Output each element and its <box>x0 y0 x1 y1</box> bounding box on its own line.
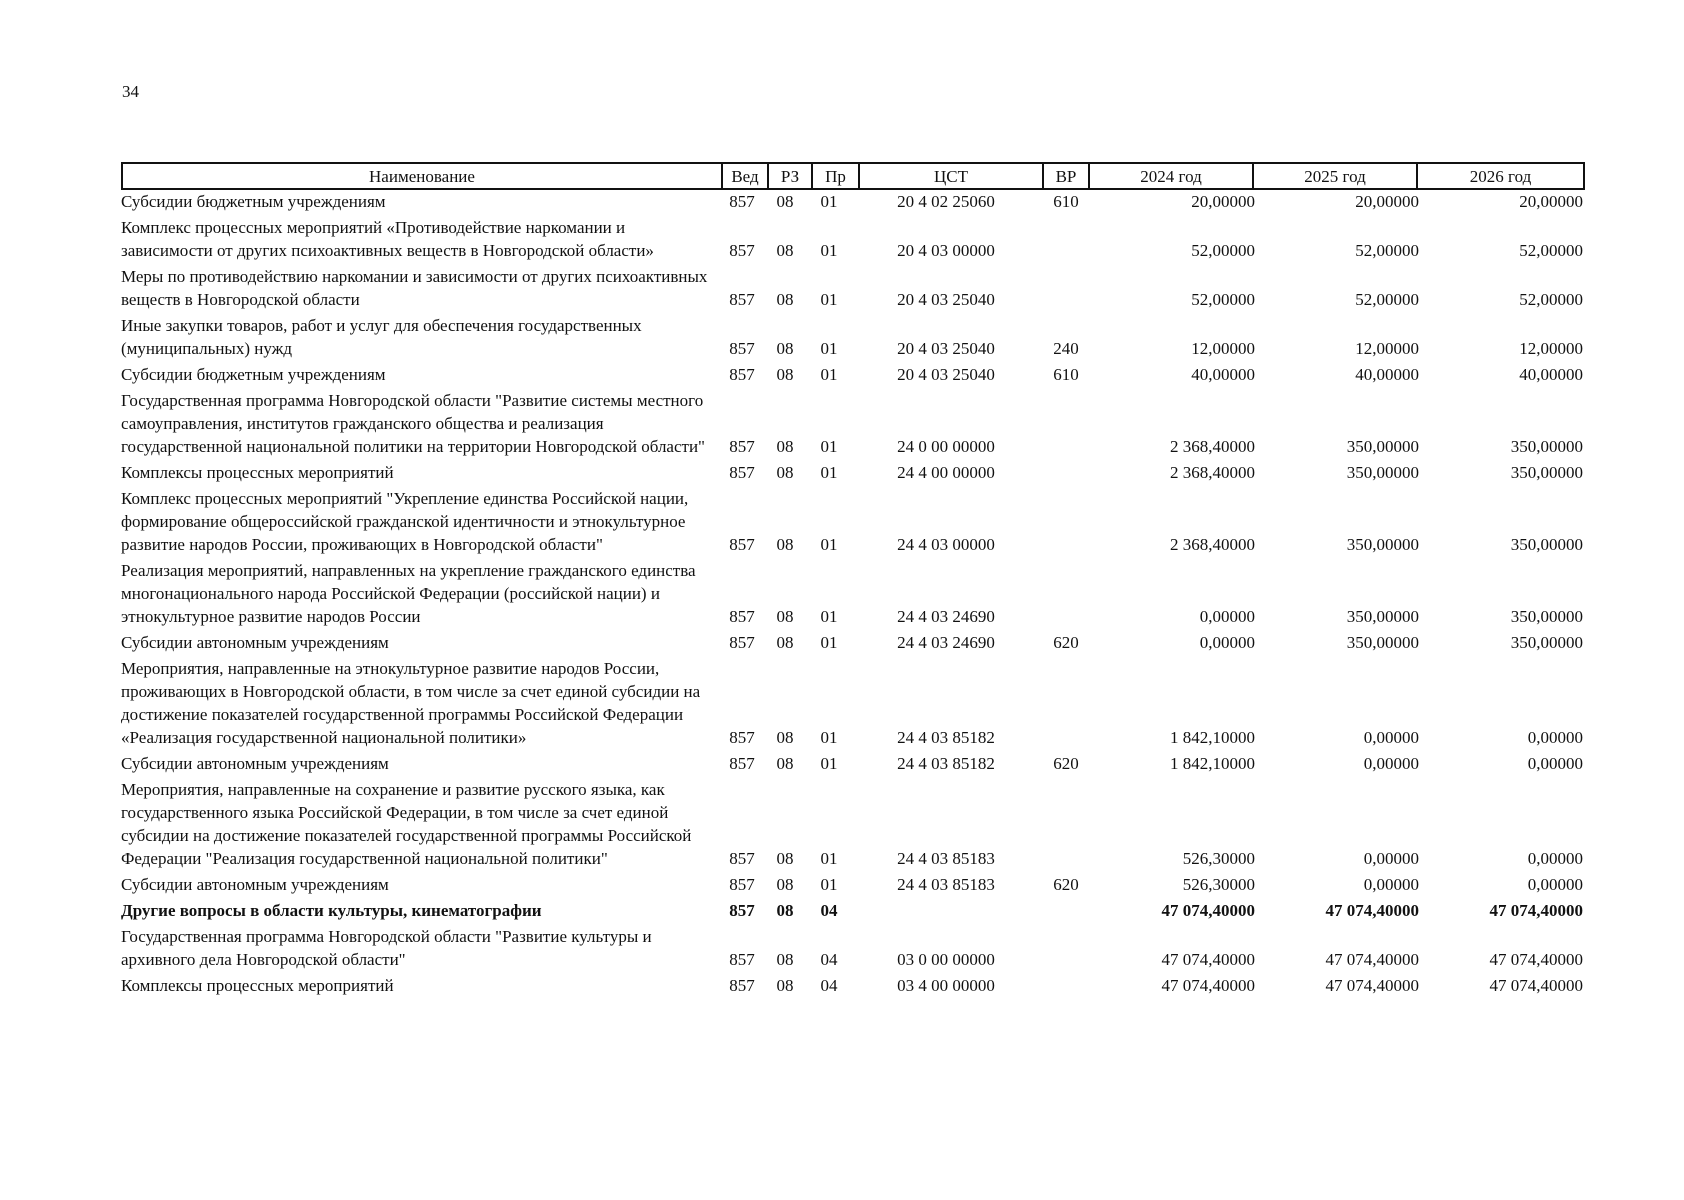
table-row <box>121 752 1585 775</box>
cell-cst <box>851 899 1041 922</box>
header-2026: 2026 год <box>1416 164 1583 188</box>
budget-table <box>121 162 1585 997</box>
cell-2026: 350,00000 <box>1510 633 1583 652</box>
table-body <box>121 190 1585 997</box>
cell-ved: 857 <box>729 437 755 456</box>
cell-ved: 857 <box>729 901 755 920</box>
cell-2024: 2 368,40000 <box>1170 535 1255 554</box>
cell-2024: 20,00000 <box>1191 192 1255 211</box>
cell-2026: 350,00000 <box>1510 535 1583 554</box>
cell-vr <box>1041 487 1091 556</box>
cell-name: Мероприятия, направленные на этнокультурное развитие народов России, проживающих в Новгородской области, в том числе за счет единой субсидии на достижение показателей государственной программы Российской Федерации «Реализация государственной национальной политики» <box>121 659 701 747</box>
cell-pr: 01 <box>820 192 838 211</box>
cell-rz: 08 <box>776 339 794 358</box>
cell-ved: 857 <box>729 241 755 260</box>
cell-vr <box>1041 974 1091 997</box>
table-header <box>121 162 1585 190</box>
cell-cst: 24 4 03 24690 <box>897 633 995 652</box>
cell-cst: 20 4 02 25060 <box>897 192 995 211</box>
table-row <box>121 389 1585 458</box>
table-row <box>121 778 1585 870</box>
header-vr: ВР <box>1042 164 1088 188</box>
cell-2024: 47 074,40000 <box>1161 950 1255 969</box>
table-row <box>121 631 1585 654</box>
page-number: 34 <box>122 82 139 101</box>
cell-vr: 620 <box>1053 633 1079 652</box>
cell-vr: 610 <box>1053 365 1079 384</box>
cell-2024: 52,00000 <box>1191 290 1255 309</box>
cell-rz: 08 <box>776 728 794 747</box>
cell-name: Другие вопросы в области культуры, кинематографии <box>121 901 542 920</box>
cell-cst: 20 4 03 00000 <box>897 241 995 260</box>
cell-vr <box>1041 899 1091 922</box>
cell-2024: 526,30000 <box>1182 875 1255 894</box>
cell-rz: 08 <box>776 437 794 456</box>
cell-2026: 0,00000 <box>1527 849 1583 868</box>
cell-rz: 08 <box>776 607 794 626</box>
table-row <box>121 190 1585 213</box>
cell-2024: 2 368,40000 <box>1170 437 1255 456</box>
cell-cst: 24 4 00 00000 <box>897 463 995 482</box>
cell-cst: 24 4 03 85182 <box>897 754 995 773</box>
cell-rz: 08 <box>776 901 794 920</box>
cell-name: Субсидии бюджетным учреждениям <box>121 365 386 384</box>
table-row <box>121 363 1585 386</box>
cell-ved: 857 <box>729 365 755 384</box>
cell-2026: 47 074,40000 <box>1489 950 1583 969</box>
cell-2026: 12,00000 <box>1519 339 1583 358</box>
cell-ved: 857 <box>729 849 755 868</box>
table-row <box>121 873 1585 896</box>
cell-ved: 857 <box>729 633 755 652</box>
cell-rz: 08 <box>776 535 794 554</box>
cell-ved: 857 <box>729 290 755 309</box>
cell-2025: 52,00000 <box>1355 290 1419 309</box>
cell-vr <box>1041 389 1091 458</box>
cell-cst: 20 4 03 25040 <box>897 290 995 309</box>
cell-rz: 08 <box>776 633 794 652</box>
cell-2025: 0,00000 <box>1363 754 1419 773</box>
cell-2025: 0,00000 <box>1363 849 1419 868</box>
cell-vr: 610 <box>1053 192 1079 211</box>
cell-ved: 857 <box>729 950 755 969</box>
cell-2026: 40,00000 <box>1519 365 1583 384</box>
cell-name: Субсидии автономным учреждениям <box>121 875 389 894</box>
cell-pr: 01 <box>820 339 838 358</box>
header-2024: 2024 год <box>1088 164 1252 188</box>
cell-2025: 350,00000 <box>1346 463 1419 482</box>
cell-vr <box>1041 559 1091 628</box>
cell-name: Субсидии автономным учреждениям <box>121 633 389 652</box>
cell-ved: 857 <box>729 192 755 211</box>
cell-vr <box>1041 461 1091 484</box>
cell-2025: 47 074,40000 <box>1325 901 1419 920</box>
cell-name: Иные закупки товаров, работ и услуг для обеспечения государственных (муниципальных) нужд <box>121 316 642 358</box>
cell-ved: 857 <box>729 607 755 626</box>
cell-vr: 620 <box>1053 875 1079 894</box>
cell-pr: 01 <box>820 365 838 384</box>
cell-pr: 01 <box>820 241 838 260</box>
cell-2025: 0,00000 <box>1363 875 1419 894</box>
cell-pr: 01 <box>820 437 838 456</box>
table-row <box>121 899 1585 922</box>
cell-vr <box>1041 925 1091 971</box>
cell-name: Государственная программа Новгородской области "Развитие системы местного самоуправления, институтов гражданского общества и реализация государственной национальной политики на территории Новгородской области" <box>121 391 705 456</box>
cell-ved: 857 <box>729 875 755 894</box>
cell-2024: 47 074,40000 <box>1161 976 1255 995</box>
cell-rz: 08 <box>776 754 794 773</box>
cell-2024: 0,00000 <box>1199 633 1255 652</box>
cell-ved: 857 <box>729 728 755 747</box>
cell-cst: 20 4 03 25040 <box>897 339 995 358</box>
table-row <box>121 487 1585 556</box>
cell-vr: 620 <box>1053 754 1079 773</box>
cell-rz: 08 <box>776 290 794 309</box>
table-row <box>121 216 1585 262</box>
cell-cst: 20 4 03 25040 <box>897 365 995 384</box>
cell-2026: 0,00000 <box>1527 754 1583 773</box>
cell-name: Комплексы процессных мероприятий <box>121 976 394 995</box>
cell-2026: 52,00000 <box>1519 290 1583 309</box>
cell-2024: 12,00000 <box>1191 339 1255 358</box>
cell-rz: 08 <box>776 849 794 868</box>
cell-2026: 0,00000 <box>1527 875 1583 894</box>
header-pr: Пр <box>811 164 858 188</box>
cell-name: Реализация мероприятий, направленных на укрепление гражданского единства многонационального народа Российской Федерации (российской нации) и этнокультурное развитие народов России <box>121 561 696 626</box>
cell-2026: 47 074,40000 <box>1489 901 1583 920</box>
cell-pr: 01 <box>820 535 838 554</box>
cell-cst: 24 4 03 85183 <box>897 849 995 868</box>
header-cst: ЦСТ <box>858 164 1042 188</box>
cell-2025: 12,00000 <box>1355 339 1419 358</box>
cell-2025: 350,00000 <box>1346 607 1419 626</box>
cell-cst: 03 0 00 00000 <box>897 950 995 969</box>
cell-2024: 40,00000 <box>1191 365 1255 384</box>
cell-cst: 24 0 00 00000 <box>897 437 995 456</box>
cell-2025: 47 074,40000 <box>1325 950 1419 969</box>
cell-2025: 350,00000 <box>1346 535 1419 554</box>
cell-2024: 1 842,10000 <box>1170 728 1255 747</box>
cell-name: Субсидии бюджетным учреждениям <box>121 192 386 211</box>
cell-rz: 08 <box>776 365 794 384</box>
cell-cst: 24 4 03 00000 <box>897 535 995 554</box>
cell-name: Мероприятия, направленные на сохранение и развитие русского языка, как государственного языка Российской Федерации, в том числе за счет единой субсидии на достижение показателей государственной программы Российской Федерации "Реализация государственной национальной политики" <box>121 780 692 868</box>
table-row <box>121 559 1585 628</box>
cell-cst: 03 4 00 00000 <box>897 976 995 995</box>
cell-2026: 350,00000 <box>1510 463 1583 482</box>
cell-name: Меры по противодействию наркомании и зависимости от других психоактивных веществ в Новгородской области <box>121 267 708 309</box>
cell-pr: 04 <box>820 950 838 969</box>
table-row <box>121 657 1585 749</box>
cell-cst: 24 4 03 85182 <box>897 728 995 747</box>
cell-2025: 350,00000 <box>1346 633 1419 652</box>
cell-2026: 350,00000 <box>1510 437 1583 456</box>
cell-rz: 08 <box>776 241 794 260</box>
cell-rz: 08 <box>776 192 794 211</box>
header-ved: Вед <box>721 164 767 188</box>
table-row <box>121 461 1585 484</box>
cell-2025: 47 074,40000 <box>1325 976 1419 995</box>
cell-ved: 857 <box>729 754 755 773</box>
cell-vr <box>1041 778 1091 870</box>
cell-rz: 08 <box>776 950 794 969</box>
cell-cst: 24 4 03 24690 <box>897 607 995 626</box>
cell-2026: 20,00000 <box>1519 192 1583 211</box>
cell-vr: 240 <box>1053 339 1079 358</box>
cell-vr <box>1041 216 1091 262</box>
cell-2026: 52,00000 <box>1519 241 1583 260</box>
table-row <box>121 974 1585 997</box>
cell-pr: 04 <box>820 901 838 920</box>
cell-ved: 857 <box>729 976 755 995</box>
cell-name: Комплекс процессных мероприятий "Укрепление единства Российской нации, формирование общероссийской гражданской идентичности и этнокультурное развитие народов России, проживающих в Новгородской области" <box>121 489 689 554</box>
cell-2026: 0,00000 <box>1527 728 1583 747</box>
table-row <box>121 925 1585 971</box>
cell-pr: 01 <box>820 875 838 894</box>
cell-pr: 01 <box>820 633 838 652</box>
cell-2024: 526,30000 <box>1182 849 1255 868</box>
cell-pr: 01 <box>820 849 838 868</box>
cell-2026: 47 074,40000 <box>1489 976 1583 995</box>
cell-pr: 01 <box>820 607 838 626</box>
cell-pr: 04 <box>820 976 838 995</box>
cell-2024: 52,00000 <box>1191 241 1255 260</box>
cell-name: Государственная программа Новгородской области "Развитие культуры и архивного дела Новгородской области" <box>121 927 652 969</box>
cell-name: Субсидии автономным учреждениям <box>121 754 389 773</box>
cell-rz: 08 <box>776 463 794 482</box>
cell-pr: 01 <box>820 290 838 309</box>
cell-2025: 20,00000 <box>1355 192 1419 211</box>
cell-2024: 1 842,10000 <box>1170 754 1255 773</box>
cell-pr: 01 <box>820 463 838 482</box>
table-row <box>121 265 1585 311</box>
cell-pr: 01 <box>820 728 838 747</box>
cell-ved: 857 <box>729 339 755 358</box>
cell-cst: 24 4 03 85183 <box>897 875 995 894</box>
cell-rz: 08 <box>776 875 794 894</box>
table-row <box>121 314 1585 360</box>
cell-vr <box>1041 265 1091 311</box>
cell-2025: 40,00000 <box>1355 365 1419 384</box>
cell-2025: 52,00000 <box>1355 241 1419 260</box>
cell-2024: 2 368,40000 <box>1170 463 1255 482</box>
cell-2024: 47 074,40000 <box>1161 901 1255 920</box>
cell-vr <box>1041 657 1091 749</box>
cell-name: Комплексы процессных мероприятий <box>121 463 394 482</box>
cell-2026: 350,00000 <box>1510 607 1583 626</box>
cell-name: Комплекс процессных мероприятий «Противодействие наркомании и зависимости от других психоактивных веществ в Новгородской области» <box>121 218 654 260</box>
header-2025: 2025 год <box>1252 164 1416 188</box>
cell-2025: 350,00000 <box>1346 437 1419 456</box>
cell-rz: 08 <box>776 976 794 995</box>
header-name: Наименование <box>369 167 475 186</box>
cell-ved: 857 <box>729 535 755 554</box>
cell-pr: 01 <box>820 754 838 773</box>
cell-ved: 857 <box>729 463 755 482</box>
header-rz: РЗ <box>767 164 811 188</box>
cell-2024: 0,00000 <box>1199 607 1255 626</box>
cell-2025: 0,00000 <box>1363 728 1419 747</box>
